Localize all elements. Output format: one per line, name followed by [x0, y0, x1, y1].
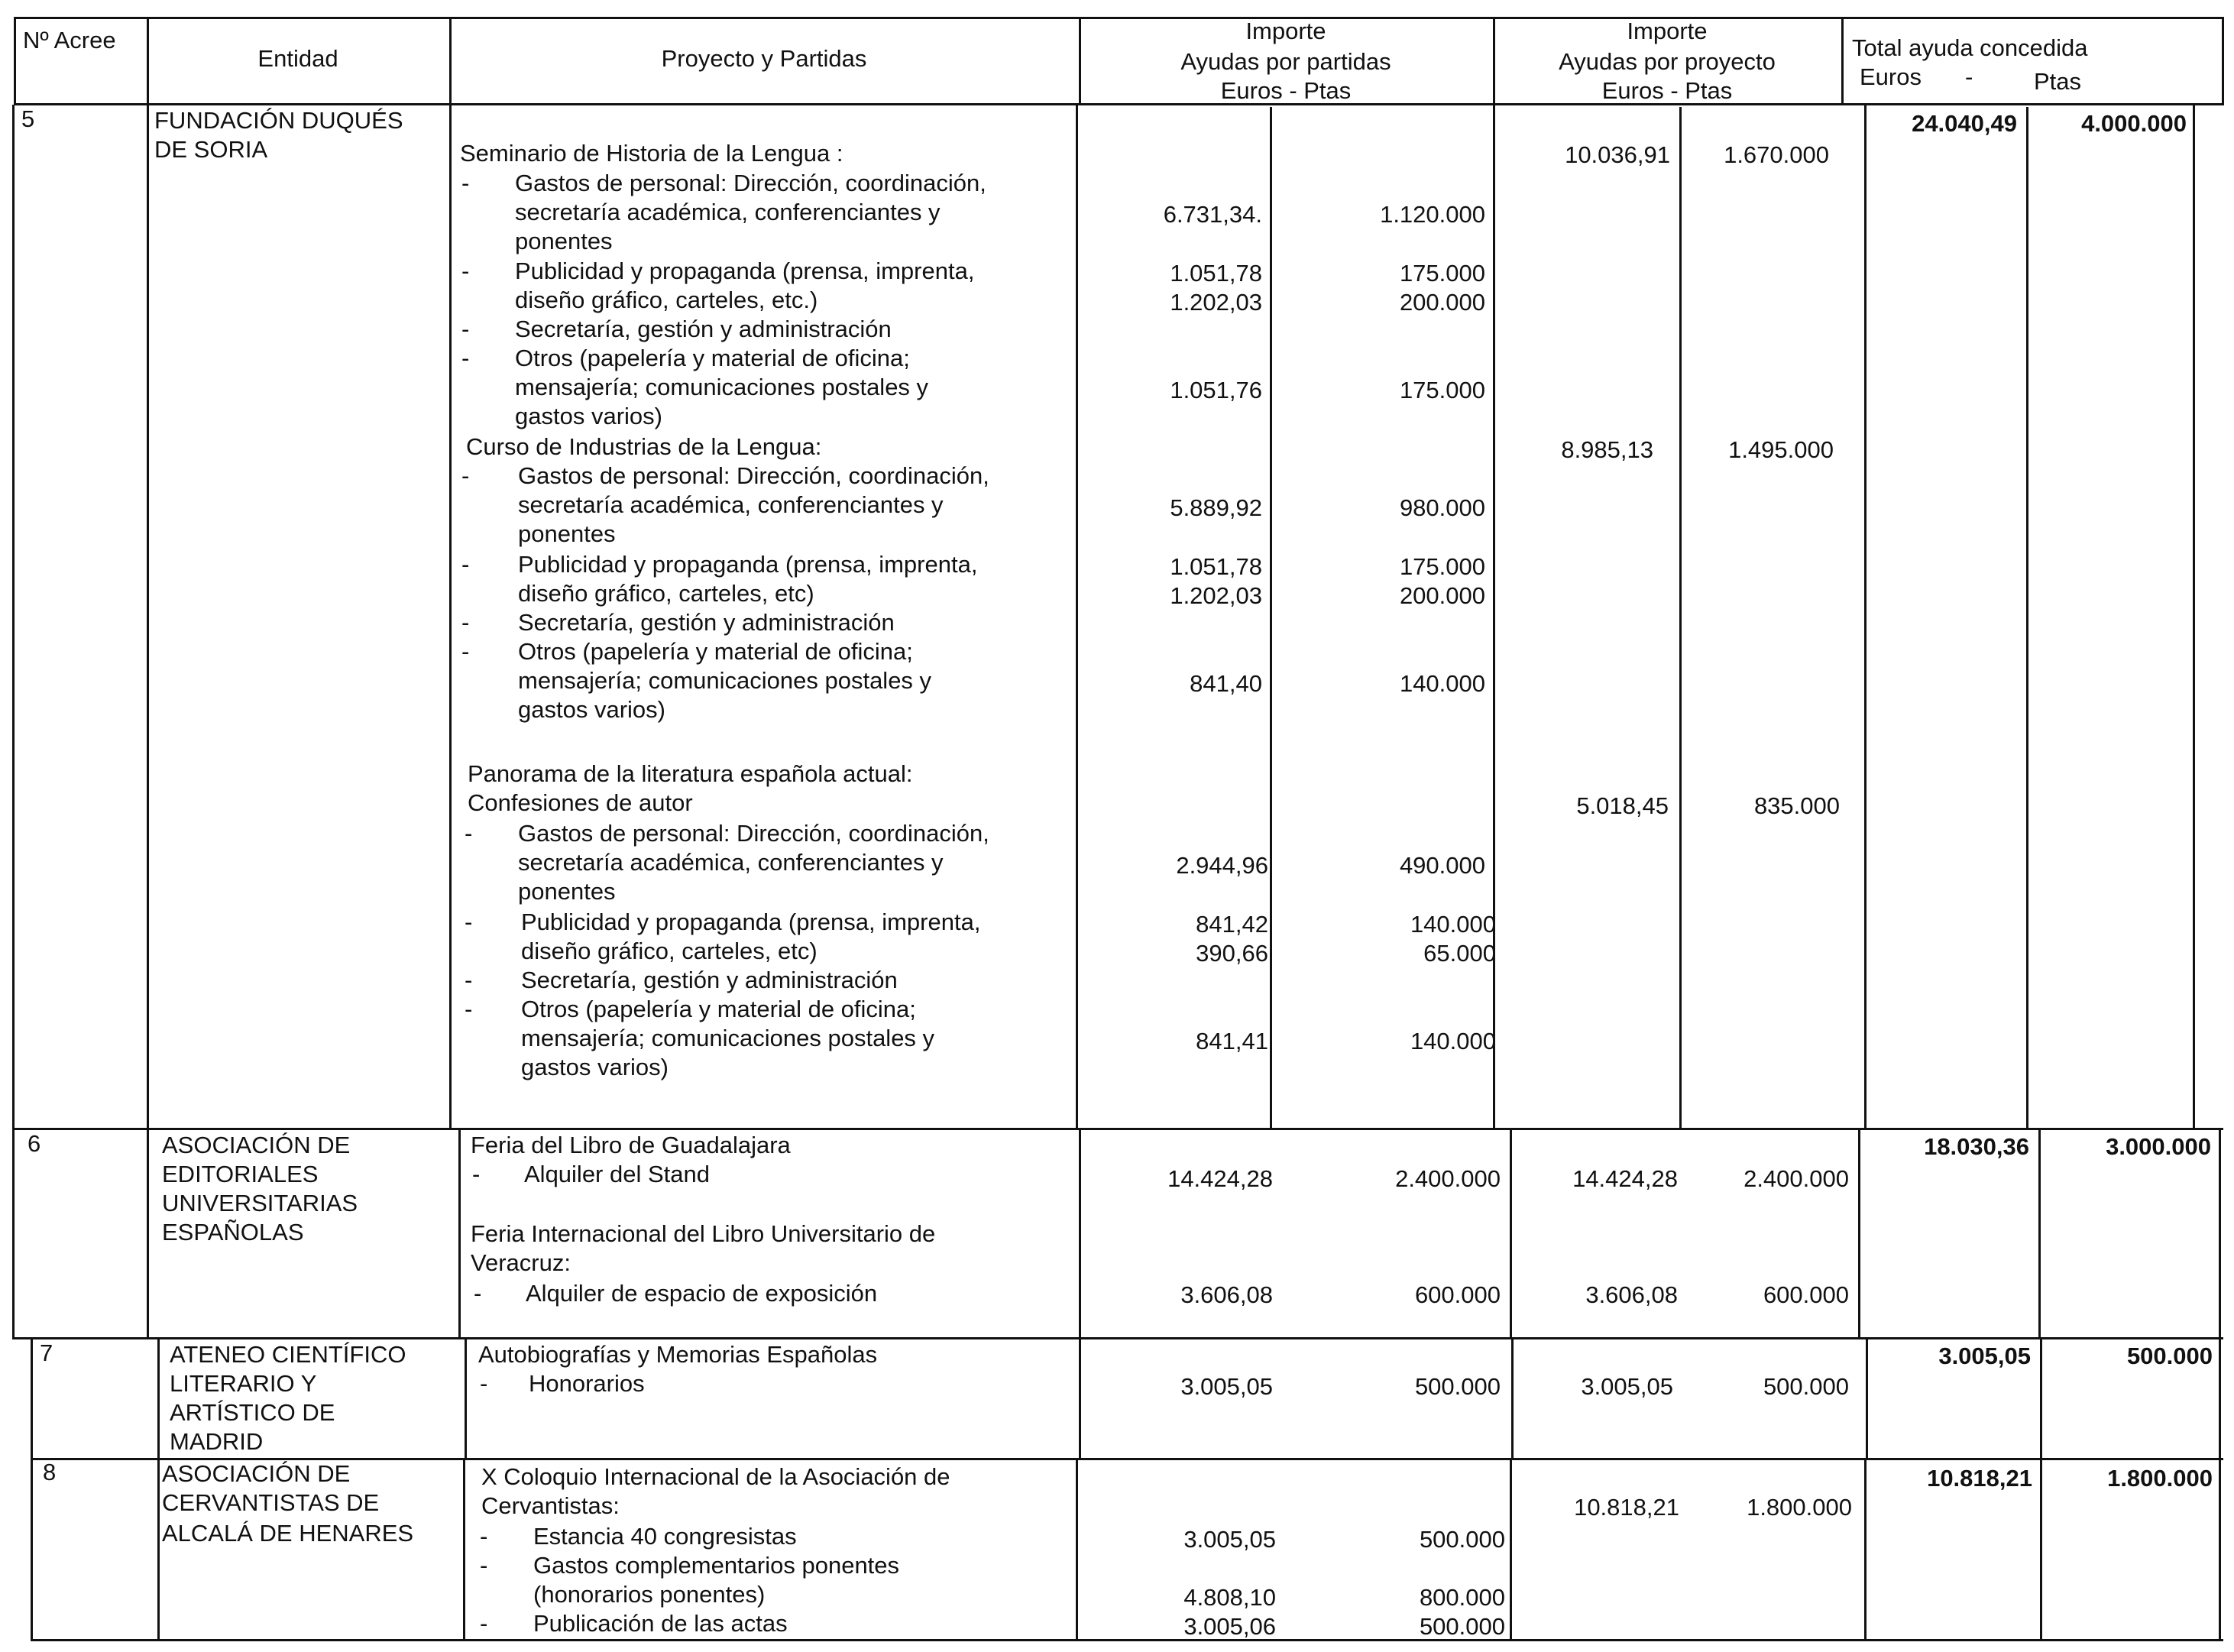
r5-total-mid-divider: [2026, 107, 2028, 1129]
header-right-border: [2222, 17, 2224, 105]
r5-item-text: gastos varios): [515, 403, 662, 429]
r5-item-text: Otros (papelería y material de oficina;: [521, 996, 916, 1022]
r8-proj-pts: 1.800.000: [1747, 1494, 1852, 1521]
r6-entity-line3: UNIVERSITARIAS: [162, 1190, 358, 1216]
r6-proj-eur: 14.424,28: [1572, 1165, 1678, 1192]
r8-proj-eur: 10.818,21: [1574, 1494, 1679, 1521]
r6-dash: -: [474, 1280, 482, 1307]
r5-part-eur: 1.202,03: [1170, 582, 1262, 609]
r5-project-panorama-line1: Panorama de la literatura española actual:: [468, 760, 913, 787]
header-proyecto-line3: Euros - Ptas: [1601, 77, 1733, 104]
r8-num-divider: [157, 1458, 160, 1641]
r6-right-border: [2219, 1128, 2221, 1339]
r5-item-text: ponentes: [515, 228, 613, 254]
r5-part-eur: 2.944,96: [1176, 852, 1268, 879]
r5-part-eur: 841,40: [1190, 670, 1262, 697]
r8-dash: -: [480, 1610, 488, 1637]
r6-dash: -: [472, 1161, 481, 1187]
r8-item-text: Publicación de las actas: [533, 1610, 788, 1637]
r5-part-pts: 980.000: [1399, 494, 1485, 521]
r5-part-eur: 1.051,78: [1170, 553, 1262, 580]
r5-num-divider: [147, 105, 149, 1129]
r6-entity-line1: ASOCIACIÓN DE: [162, 1132, 351, 1158]
r5-part-pts: 490.000: [1399, 852, 1485, 879]
r8-part-eur: 4.808,10: [1183, 1584, 1276, 1611]
r5-item-text: Secretaría, gestión y administración: [518, 609, 895, 636]
r6-project-veracruz-line2: Veracruz:: [471, 1249, 571, 1276]
r5-partidas-mid-divider: [1270, 107, 1272, 1129]
r5-curso-proj-eur: 8.985,13: [1561, 436, 1653, 463]
r5-dash: -: [461, 638, 470, 665]
header-total-euros: Euros: [1860, 63, 1922, 90]
header-partidas-line2: Ayudas por partidas: [1180, 48, 1391, 75]
r5-item-text: secretaría académica, conferenciantes y: [518, 491, 944, 518]
r5-item-text: diseño gráfico, carteles, etc.): [515, 287, 818, 313]
r8-entity-divider: [463, 1458, 465, 1641]
r5-right-border: [2193, 105, 2195, 1129]
r5-part-pts: 200.000: [1399, 289, 1485, 316]
r5-item-text: Otros (papelería y material de oficina;: [518, 638, 913, 665]
r6-total-euros: 18.030,36: [1924, 1133, 2029, 1160]
r5-item-text: Publicidad y propaganda (prensa, imprenta,: [521, 909, 981, 935]
r7-project-autobiografias: Autobiografías y Memorias Españolas: [478, 1341, 878, 1368]
r8-item-text: (honorarios ponentes): [533, 1581, 766, 1608]
r6-project-veracruz-line1: Feria Internacional del Libro Universitario de: [471, 1220, 936, 1247]
r6-left-border: [12, 1128, 15, 1339]
r8-project-divider: [1076, 1458, 1078, 1641]
r5-proyecto-mid-divider: [1679, 107, 1682, 1129]
r5-dash: -: [465, 820, 473, 847]
r7-total-pts: 500.000: [2126, 1343, 2213, 1369]
r5-item-text: Gastos de personal: Dirección, coordinación,: [518, 820, 989, 847]
r6-part-pts: 2.400.000: [1395, 1165, 1501, 1192]
r5-part-pts: 175.000: [1399, 377, 1485, 403]
r5-part-eur: 6.731,34.: [1163, 201, 1262, 228]
header-num: Nº Acree: [23, 27, 116, 53]
r5-item-text: gastos varios): [521, 1054, 669, 1080]
r5-project-curso: Curso de Industrias de la Lengua:: [466, 433, 822, 460]
r5-part-eur: 1.202,03: [1170, 289, 1262, 316]
header-partidas-line3: Euros - Ptas: [1220, 77, 1352, 104]
r5-dash: -: [461, 345, 470, 371]
r6-part-eur: 14.424,28: [1167, 1165, 1273, 1192]
r5-entity-line1: FUNDACIÓN DUQUÉS: [154, 107, 403, 134]
r5-dash: -: [465, 909, 473, 935]
r8-part-pts: 500.000: [1419, 1613, 1505, 1640]
r8-project-coloquio-line1: X Coloquio Internacional de la Asociación de: [481, 1463, 950, 1490]
r7-bottom-border: [31, 1458, 2223, 1460]
r5-seminario-proj-eur: 10.036,91: [1565, 141, 1670, 168]
r7-number: 7: [40, 1339, 53, 1366]
r8-right-border: [2219, 1458, 2221, 1641]
r5-number: 5: [21, 105, 35, 132]
r7-entity-line1: ATENEO CIENTÍFICO: [170, 1341, 406, 1368]
r6-part-eur: 3.606,08: [1180, 1281, 1273, 1308]
header-total-ptas: Ptas: [2034, 68, 2082, 95]
r5-dash: -: [461, 462, 470, 489]
r6-proj-eur: 3.606,08: [1585, 1281, 1678, 1308]
r8-entity-line1: ASOCIACIÓN DE: [162, 1460, 351, 1487]
r7-num-divider: [157, 1337, 160, 1459]
r5-part-eur: 841,41: [1196, 1028, 1268, 1054]
r7-total-euros: 3.005,05: [1938, 1343, 2031, 1369]
r5-entity-divider: [449, 105, 452, 1129]
r6-entity-line4: ESPAÑOLAS: [162, 1219, 304, 1245]
r6-part-pts: 600.000: [1414, 1281, 1501, 1308]
r5-part-pts: 140.000: [1399, 670, 1485, 697]
r5-panorama-proj-eur: 5.018,45: [1576, 792, 1669, 819]
header-total-dash: -: [1965, 63, 1973, 90]
r5-panorama-proj-pts: 835.000: [1753, 792, 1840, 819]
r7-part-eur: 3.005,05: [1180, 1373, 1273, 1400]
r5-partidas-divider: [1493, 105, 1495, 1129]
r8-part-eur: 3.005,05: [1183, 1526, 1276, 1553]
r5-part-pts: 140.000: [1410, 1028, 1496, 1054]
r5-item-text: Gastos de personal: Dirección, coordinación,: [518, 462, 989, 489]
r6-proj-pts: 2.400.000: [1743, 1165, 1849, 1192]
header-total-line1: Total ayuda concedida: [1852, 34, 2088, 61]
r6-total-pts: 3.000.000: [2106, 1133, 2211, 1160]
r8-entity-line3: ALCALÁ DE HENARES: [162, 1520, 414, 1547]
r5-part-eur: 841,42: [1196, 911, 1268, 938]
r6-item-text: Alquiler del Stand: [524, 1161, 710, 1187]
r5-item-text: secretaría académica, conferenciantes y: [518, 849, 944, 876]
r5-part-pts: 1.120.000: [1380, 201, 1485, 228]
r7-entity-line2: LITERARIO Y: [170, 1370, 317, 1397]
r7-dash: -: [480, 1370, 488, 1397]
r5-dash: -: [461, 316, 470, 342]
r5-part-pts: 200.000: [1399, 582, 1485, 609]
r5-item-text: Gastos de personal: Dirección, coordinación,: [515, 170, 986, 196]
r6-entity-line2: EDITORIALES: [162, 1161, 319, 1187]
r7-project-divider: [1079, 1337, 1081, 1459]
header-divider-5: [1841, 17, 1844, 105]
r5-part-eur: 1.051,78: [1170, 260, 1262, 287]
r8-item-text: Gastos complementarios ponentes: [533, 1552, 900, 1579]
r8-item-text: Estancia 40 congresistas: [533, 1523, 797, 1550]
r5-item-text: mensajería; comunicaciones postales y: [515, 374, 929, 400]
r5-item-text: ponentes: [518, 878, 616, 905]
r5-part-pts: 175.000: [1399, 260, 1485, 287]
r5-dash: -: [461, 258, 470, 284]
r8-project-coloquio-line2: Cervantistas:: [481, 1492, 620, 1519]
r8-dash: -: [480, 1523, 488, 1550]
r8-left-border: [31, 1458, 33, 1641]
r5-part-eur: 5.889,92: [1170, 494, 1262, 521]
header-left-border: [14, 17, 16, 105]
r5-entity-line2: DE SORIA: [154, 136, 268, 163]
r5-dash: -: [465, 996, 473, 1022]
r8-part-eur: 3.005,06: [1183, 1613, 1276, 1640]
r5-bottom-border: [12, 1128, 2223, 1130]
r5-part-pts: 65.000: [1423, 940, 1496, 967]
r6-bottom-border: [12, 1337, 2223, 1339]
r8-part-pts: 800.000: [1419, 1584, 1505, 1611]
header-partidas-line1: Importe: [1245, 18, 1326, 44]
r5-project-panorama-line2: Confesiones de autor: [468, 789, 693, 816]
r5-seminario-proj-pts: 1.670.000: [1724, 141, 1829, 168]
r6-partidas-divider: [1510, 1128, 1512, 1339]
r7-partidas-divider: [1511, 1337, 1514, 1459]
r5-dash: -: [465, 967, 473, 993]
r5-part-pts: 140.000: [1410, 911, 1496, 938]
r7-entity-divider: [465, 1337, 467, 1459]
r5-item-text: Publicidad y propaganda (prensa, imprenta,: [515, 258, 975, 284]
header-project: Proyecto y Partidas: [661, 45, 867, 72]
r8-dash: -: [480, 1552, 488, 1579]
header-entity: Entidad: [257, 45, 338, 72]
r7-proj-eur: 3.005,05: [1581, 1373, 1673, 1400]
r8-total-pts: 1.800.000: [2107, 1465, 2213, 1492]
r5-total-euros: 24.040,49: [1912, 110, 2017, 137]
r6-proj-pts: 600.000: [1763, 1281, 1849, 1308]
r7-entity-line3: ARTÍSTICO DE: [170, 1399, 335, 1426]
r8-partidas-divider: [1510, 1458, 1512, 1641]
r7-item-text: Honorarios: [529, 1370, 645, 1397]
r5-item-text: diseño gráfico, carteles, etc): [518, 580, 814, 607]
r5-part-eur: 1.051,76: [1170, 377, 1262, 403]
header-proyecto-line1: Importe: [1627, 18, 1708, 44]
r6-entity-divider: [458, 1128, 461, 1339]
r7-right-border: [2219, 1337, 2221, 1459]
r5-project-divider: [1076, 105, 1078, 1129]
r5-dash: -: [461, 170, 470, 196]
r5-item-text: gastos varios): [518, 696, 665, 723]
r5-item-text: secretaría académica, conferenciantes y: [515, 199, 941, 225]
r5-curso-proj-pts: 1.495.000: [1728, 436, 1834, 463]
r6-project-guadalajara: Feria del Libro de Guadalajara: [471, 1132, 791, 1158]
r5-item-text: diseño gráfico, carteles, etc): [521, 938, 818, 964]
r7-proj-pts: 500.000: [1763, 1373, 1849, 1400]
r5-proyecto-divider: [1864, 105, 1867, 1129]
r5-project-seminario: Seminario de Historia de la Lengua :: [460, 140, 843, 167]
r8-number: 8: [43, 1459, 57, 1485]
r5-left-border: [12, 105, 15, 1129]
r6-num-divider: [147, 1128, 149, 1339]
r7-entity-line4: MADRID: [170, 1428, 264, 1455]
r5-item-text: mensajería; comunicaciones postales y: [518, 667, 932, 694]
r5-total-pts: 4.000.000: [2081, 110, 2187, 137]
r7-left-border: [31, 1337, 33, 1459]
r5-item-text: ponentes: [518, 520, 616, 547]
r6-project-divider: [1079, 1128, 1081, 1339]
r5-dash: -: [461, 609, 470, 636]
r5-item-text: Secretaría, gestión y administración: [515, 316, 892, 342]
r5-item-text: Otros (papelería y material de oficina;: [515, 345, 910, 371]
r5-dash: -: [461, 551, 470, 578]
r5-part-pts: 175.000: [1399, 553, 1485, 580]
r5-item-text: mensajería; comunicaciones postales y: [521, 1025, 935, 1051]
r6-item-text: Alquiler de espacio de exposición: [526, 1280, 878, 1307]
r7-part-pts: 500.000: [1414, 1373, 1501, 1400]
r5-part-eur: 390,66: [1196, 940, 1268, 967]
r5-item-text: Secretaría, gestión y administración: [521, 967, 898, 993]
r8-part-pts: 500.000: [1419, 1526, 1505, 1553]
header-proyecto-line2: Ayudas por proyecto: [1559, 48, 1776, 75]
r8-total-euros: 10.818,21: [1927, 1465, 2032, 1492]
r5-item-text: Publicidad y propaganda (prensa, imprenta,: [518, 551, 978, 578]
r6-number: 6: [28, 1130, 41, 1157]
r8-entity-line2: CERVANTISTAS DE: [162, 1489, 380, 1516]
